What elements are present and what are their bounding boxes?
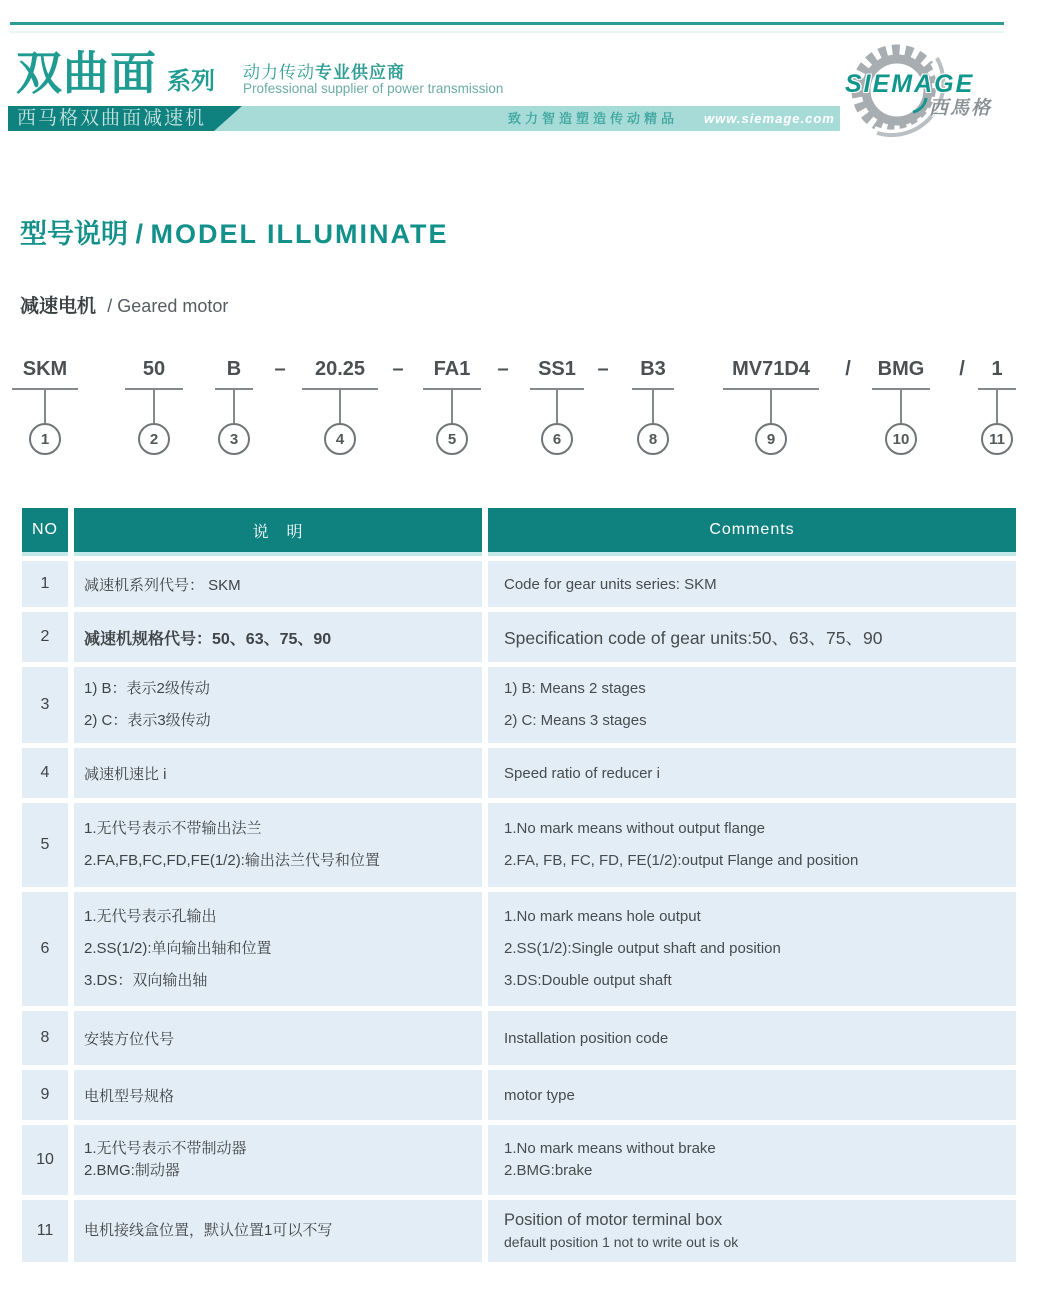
table-row [22, 1125, 1016, 1195]
code-token-group-11 [978, 356, 1016, 455]
tagline-regular: 动力传动 [243, 63, 315, 82]
table-header-row [22, 508, 1016, 556]
logo-cn-text: 西馬格 [929, 98, 993, 119]
website-text: www.siemage.com [704, 111, 835, 126]
table-row [22, 667, 1016, 743]
code-token: SKM [22, 358, 68, 380]
row-comment: 1.No mark means hole output [504, 908, 701, 925]
row-comment: Position of motor terminal box [504, 1211, 723, 1229]
row-comment: 2.SS(1/2):Single output shaft and position [504, 940, 781, 957]
code-circle-number: 10 [885, 423, 917, 455]
code-stem [233, 390, 235, 423]
code-stem [652, 390, 654, 423]
table-row [22, 803, 1016, 887]
row-desc: 2.FA,FB,FC,FD,FE(1/2):输出法兰代号和位置 [84, 852, 380, 869]
row-no: 2 [22, 612, 68, 662]
code-token: SS1 [538, 358, 576, 380]
series-suffix: 系列 [167, 68, 215, 95]
code-token-group-6 [530, 356, 584, 455]
page-title [20, 212, 449, 251]
siemage-logo [843, 38, 1028, 140]
subsection-title-cn: 减速电机 [20, 296, 97, 317]
row-comment: 2.BMG:brake [504, 1162, 593, 1179]
code-stem [770, 390, 772, 423]
table-row [22, 748, 1016, 798]
code-token-group-1 [12, 356, 78, 455]
header-banner-strip [8, 106, 840, 131]
subsection-title-en: / Geared motor [107, 296, 229, 316]
code-token-group-3 [215, 356, 253, 455]
row-comment: motor type [504, 1086, 575, 1104]
row-desc: 1) B：表示2级传动 [84, 680, 210, 697]
code-circle-number: 1 [29, 423, 61, 455]
code-token: MV71D4 [732, 358, 810, 380]
table-row [22, 1011, 1016, 1065]
row-no: 8 [22, 1011, 68, 1065]
row-desc: 2.SS(1/2):单向输出轴和位置 [84, 940, 272, 957]
code-circle-number: 6 [541, 423, 573, 455]
row-no: 3 [22, 667, 68, 743]
row-comment: 1) B: Means 2 stages [504, 680, 646, 697]
row-no: 11 [22, 1200, 68, 1262]
code-token: 50 [142, 358, 166, 380]
page-title-divider: / [135, 219, 144, 249]
row-desc: 减速机规格代号：50、63、75、90 [84, 630, 332, 648]
page-title-cn: 型号说明 [20, 219, 128, 249]
row-desc: 1.无代号表示不带制动器 [84, 1140, 247, 1157]
table-row [22, 1070, 1016, 1120]
row-desc: 2) C：表示3级传动 [84, 712, 211, 729]
row-no: 5 [22, 803, 68, 887]
table-row [22, 892, 1016, 1006]
code-circle-number: 11 [981, 423, 1013, 455]
row-desc: 1.无代号表示孔输出 [84, 908, 217, 925]
subsection-title [20, 291, 228, 318]
code-token-group-2 [125, 356, 183, 455]
row-comment: Installation position code [504, 1029, 669, 1047]
row-no: 10 [22, 1125, 68, 1195]
tagline-bold: 专业供应商 [315, 63, 405, 82]
row-desc: 电机型号规格 [84, 1087, 175, 1105]
model-code-diagram [0, 356, 1038, 468]
row-desc: 2.BMG:制动器 [84, 1162, 180, 1179]
row-no: 1 [22, 561, 68, 607]
code-token: B [226, 358, 242, 380]
row-desc: 电机接线盒位置，默认位置1可以不写 [84, 1222, 333, 1239]
row-comment: Speed ratio of reducer i [504, 764, 660, 782]
code-circle-number: 4 [324, 423, 356, 455]
top-divider-rule [10, 22, 1004, 25]
code-circle-number: 5 [436, 423, 468, 455]
code-separator: – [392, 358, 404, 380]
brand-tagline-cn [243, 58, 405, 83]
banner-slogan: 致力智造塑造传动精品 [508, 111, 679, 126]
row-desc: 1.无代号表示不带输出法兰 [84, 820, 262, 837]
logo-wordmark: SIEMAGE [845, 70, 975, 98]
code-separator: – [274, 358, 286, 380]
brand-tagline-en: Professional supplier of power transmission [243, 81, 504, 96]
banner-label: 西马格双曲面减速机 [17, 108, 207, 129]
code-token: BMG [877, 358, 925, 380]
code-separator: / [845, 358, 851, 380]
code-circle-number: 2 [138, 423, 170, 455]
code-stem [339, 390, 341, 423]
row-desc: 安装方位代号 [84, 1030, 175, 1048]
table-row [22, 561, 1016, 607]
col-header-comments: Comments [488, 508, 1016, 556]
row-comment: 1.No mark means without output flange [504, 820, 765, 837]
table-row [22, 612, 1016, 662]
code-stem [44, 390, 46, 423]
code-token-group-4 [302, 356, 378, 455]
col-header-desc: 说 明 [74, 508, 482, 556]
row-desc: 减速机系列代号： SKM [84, 576, 241, 594]
row-no: 6 [22, 892, 68, 1006]
row-no: 9 [22, 1070, 68, 1120]
code-stem [451, 390, 453, 423]
model-spec-table [22, 508, 1016, 1267]
code-token-group-5 [423, 356, 481, 455]
logo-swoosh-icon [911, 96, 929, 114]
series-title-cn: 双曲面 [16, 47, 157, 99]
code-separator: – [497, 358, 509, 380]
code-stem [900, 390, 902, 423]
code-token: FA1 [433, 358, 471, 380]
code-circle-number: 3 [218, 423, 250, 455]
row-comment: 2) C: Means 3 stages [504, 712, 647, 729]
code-circle-number: 9 [755, 423, 787, 455]
code-stem [996, 390, 998, 423]
row-comment: 1.No mark means without brake [504, 1140, 716, 1157]
code-token-group-9 [723, 356, 819, 455]
series-title [16, 48, 215, 99]
row-comment: 3.DS:Double output shaft [504, 972, 672, 989]
code-circle-number: 8 [637, 423, 669, 455]
code-token: 20.25 [314, 358, 366, 380]
code-token-group-8 [632, 356, 674, 455]
row-comment: Code for gear units series: SKM [504, 575, 717, 593]
code-stem [556, 390, 558, 423]
code-separator: / [959, 358, 965, 380]
col-header-no: NO [22, 508, 68, 556]
row-no: 4 [22, 748, 68, 798]
code-token: B3 [640, 358, 666, 380]
code-token: 1 [991, 358, 1003, 380]
page-title-en: MODEL ILLUMINATE [150, 219, 449, 249]
row-comment: Specification code of gear units:50、63、75、90 [504, 627, 883, 648]
row-comment: default position 1 not to write out is ok [504, 1234, 739, 1250]
table-row [22, 1200, 1016, 1262]
row-desc: 减速机速比 i [84, 765, 167, 783]
row-desc: 3.DS：双向输出轴 [84, 972, 208, 989]
code-token-group-10 [872, 356, 930, 455]
row-comment: 2.FA, FB, FC, FD, FE(1/2):output Flange and position [504, 852, 859, 869]
code-separator: – [597, 358, 609, 380]
code-stem [153, 390, 155, 423]
top-divider-rule-faint [10, 31, 1004, 33]
